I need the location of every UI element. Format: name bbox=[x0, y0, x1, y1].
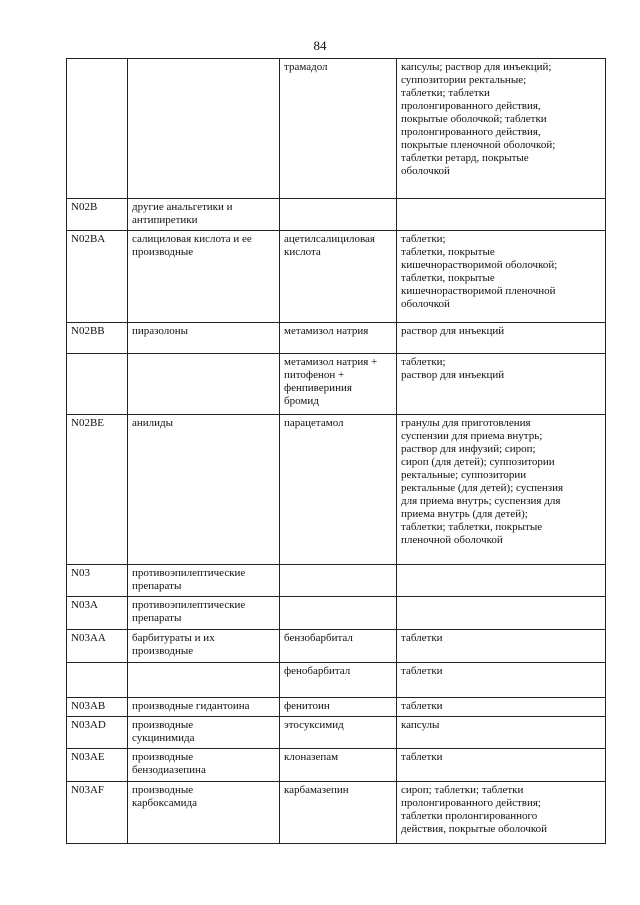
atc-code-cell: N03AD bbox=[67, 717, 128, 749]
table-row bbox=[67, 663, 606, 698]
group-cell bbox=[128, 59, 280, 199]
table-row bbox=[67, 565, 606, 597]
substance-cell: фенобарбитал bbox=[280, 663, 397, 698]
dosage-forms-cell bbox=[397, 565, 606, 597]
atc-code-cell: N03AA bbox=[67, 630, 128, 663]
table-row bbox=[67, 698, 606, 717]
group-cell: другие анальгетики и антипиретики bbox=[128, 199, 280, 231]
table-row bbox=[67, 199, 606, 231]
page-number: 84 bbox=[313, 38, 327, 53]
dosage-forms-cell: таблетки bbox=[397, 663, 606, 698]
atc-code-cell: N03AE bbox=[67, 749, 128, 782]
table-row bbox=[67, 59, 606, 199]
table-row bbox=[67, 231, 606, 323]
substance-cell bbox=[280, 597, 397, 630]
group-cell: производные сукцинимида bbox=[128, 717, 280, 749]
drug-table bbox=[66, 58, 606, 844]
group-cell: анилиды bbox=[128, 415, 280, 565]
group-cell: производные карбоксамида bbox=[128, 782, 280, 844]
substance-cell: метамизол натрия bbox=[280, 323, 397, 354]
atc-code-cell: N03AF bbox=[67, 782, 128, 844]
atc-code-cell: N03A bbox=[67, 597, 128, 630]
table-row bbox=[67, 717, 606, 749]
atc-code-cell: N02B bbox=[67, 199, 128, 231]
group-cell bbox=[128, 663, 280, 698]
atc-code-cell bbox=[67, 663, 128, 698]
group-cell: противоэпилептические препараты bbox=[128, 565, 280, 597]
dosage-forms-cell: таблетки bbox=[397, 749, 606, 782]
substance-cell: фенитоин bbox=[280, 698, 397, 717]
substance-cell: трамадол bbox=[280, 59, 397, 199]
dosage-forms-cell: гранулы для приготовления суспензии для приема внутрь; раствор для инфузий; сироп; сироп (для детей); суппозитории ректальные; суппозитории ректальные (для детей); суспензия для приема внутрь; суспензия для приема внутрь (для детей); таблетки; таблетки, покрытые пленочной оболочкой bbox=[397, 415, 606, 565]
dosage-forms-cell: раствор для инъекций bbox=[397, 323, 606, 354]
group-cell: производные бензодиазепина bbox=[128, 749, 280, 782]
substance-cell: карбамазепин bbox=[280, 782, 397, 844]
table-row bbox=[67, 749, 606, 782]
substance-cell: этосуксимид bbox=[280, 717, 397, 749]
table-row bbox=[67, 630, 606, 663]
dosage-forms-cell bbox=[397, 597, 606, 630]
substance-cell: клоназепам bbox=[280, 749, 397, 782]
atc-code-cell: N03 bbox=[67, 565, 128, 597]
dosage-forms-cell: капсулы bbox=[397, 717, 606, 749]
table-row bbox=[67, 597, 606, 630]
dosage-forms-cell: таблетки; раствор для инъекций bbox=[397, 354, 606, 415]
substance-cell bbox=[280, 565, 397, 597]
group-cell: барбитураты и их производные bbox=[128, 630, 280, 663]
group-cell: салициловая кислота и ее производные bbox=[128, 231, 280, 323]
substance-cell: парацетамол bbox=[280, 415, 397, 565]
dosage-forms-cell: таблетки bbox=[397, 698, 606, 717]
group-cell: противоэпилептические препараты bbox=[128, 597, 280, 630]
group-cell: производные гидантоина bbox=[128, 698, 280, 717]
atc-code-cell: N02BA bbox=[67, 231, 128, 323]
substance-cell bbox=[280, 199, 397, 231]
dosage-forms-cell: таблетки; таблетки, покрытые кишечнорастворимой оболочкой; таблетки, покрытые кишечнорастворимой пленочной оболочкой bbox=[397, 231, 606, 323]
group-cell bbox=[128, 354, 280, 415]
table-row bbox=[67, 415, 606, 565]
group-cell: пиразолоны bbox=[128, 323, 280, 354]
substance-cell: метамизол натрия + питофенон + фенпивериния бромид bbox=[280, 354, 397, 415]
dosage-forms-cell: таблетки bbox=[397, 630, 606, 663]
substance-cell: бензобарбитал bbox=[280, 630, 397, 663]
table-row bbox=[67, 354, 606, 415]
dosage-forms-cell: сироп; таблетки; таблетки пролонгированного действия; таблетки пролонгированного действия, покрытые оболочкой bbox=[397, 782, 606, 844]
atc-code-cell: N02BE bbox=[67, 415, 128, 565]
substance-cell: ацетилсалициловая кислота bbox=[280, 231, 397, 323]
dosage-forms-cell bbox=[397, 199, 606, 231]
table-row bbox=[67, 782, 606, 844]
atc-code-cell: N02BB bbox=[67, 323, 128, 354]
dosage-forms-cell: капсулы; раствор для инъекций; суппозитории ректальные; таблетки; таблетки пролонгированного действия, покрытые оболочкой; таблетки пролонгированного действия, покрытые пленочной оболочкой; таблетки ретард, покрытые оболочкой bbox=[397, 59, 606, 199]
atc-code-cell bbox=[67, 59, 128, 199]
atc-code-cell: N03AB bbox=[67, 698, 128, 717]
table-row bbox=[67, 323, 606, 354]
atc-code-cell bbox=[67, 354, 128, 415]
